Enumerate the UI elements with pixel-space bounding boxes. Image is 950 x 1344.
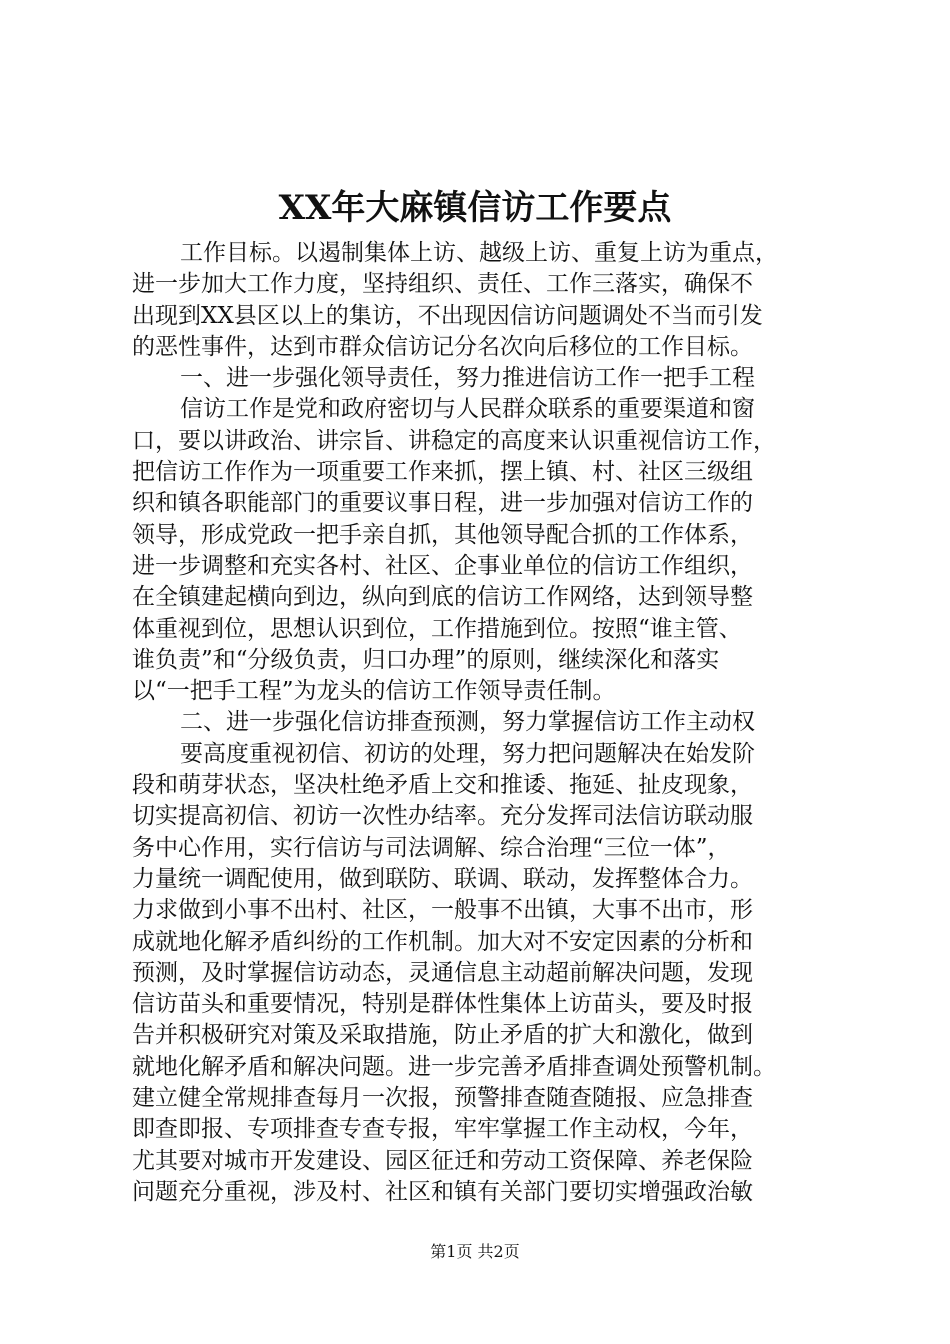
- text-line: 工作目标。以遏制集体上访、越级上访、重复上访为重点，: [180, 240, 778, 266]
- text-line: 力求做到小事不出村、社区，一般事不出镇，大事不出市，形: [132, 897, 753, 924]
- text-line: 谁负责”和“分级负责，归口办理”的原则，继续深化和落实: [132, 646, 720, 673]
- text-line: 问题充分重视，涉及村、社区和镇有关部门要切实增强政治敏: [132, 1178, 753, 1205]
- text-line: 织和镇各职能部门的重要议事日程，进一步加强对信访工作的: [132, 490, 753, 517]
- text-line: 口，要以讲政治、讲宗旨、讲稳定的高度来认识重视信访工作，: [132, 427, 776, 454]
- text-line: 的恶性事件，达到市群众信访记分名次向后移位的工作目标。: [132, 333, 753, 360]
- text-line: 切实提高初信、初访一次性办结率。充分发挥司法信访联动服: [132, 803, 753, 830]
- text-line: 力量统一调配使用，做到联防、联调、联动，发挥整体合力。: [132, 865, 753, 892]
- text-line: 出现到XX县区以上的集访，不出现因信访问题调处不当而引发: [132, 302, 763, 329]
- text-line: 段和萌芽状态，坚决杜绝矛盾上交和推诿、拖延、扯皮现象，: [132, 772, 753, 799]
- document-title: XX年大麻镇信访工作要点: [278, 188, 672, 228]
- text-line: 把信访工作作为一项重要工作来抓，摆上镇、村、社区三级组: [132, 459, 753, 486]
- section-heading: 二、进一步强化信访排查预测，努力掌握信访工作主动权: [180, 709, 755, 736]
- text-line: 建立健全常规排查每月一次报，预警排查随查随报、应急排查: [132, 1085, 753, 1112]
- text-line: 信访苗头和重要情况，特别是群体性集体上访苗头，要及时报: [132, 991, 753, 1018]
- document-body: [132, 238, 862, 1208]
- text-line: 要高度重视初信、初访的处理，努力把问题解决在始发阶: [180, 740, 755, 767]
- text-line: 告并积极研究对策及采取措施，防止矛盾的扩大和激化，做到: [132, 1022, 753, 1049]
- text-line: 进一步加大工作力度，坚持组织、责任、工作三落实，确保不: [132, 271, 753, 298]
- text-line: 尤其要对城市开发建设、园区征迁和劳动工资保障、养老保险: [132, 1147, 753, 1174]
- text-line: 以“一把手工程”为龙头的信访工作领导责任制。: [132, 678, 616, 705]
- text-line: 信访工作是党和政府密切与人民群众联系的重要渠道和窗: [180, 396, 755, 423]
- text-line: 即查即报、专项排查专查专报，牢牢掌握工作主动权，今年，: [132, 1116, 753, 1143]
- page-number-footer: 第1页 共2页: [430, 1242, 520, 1261]
- text-line: 预测，及时掌握信访动态，灵通信息主动超前解决问题，发现: [132, 959, 753, 986]
- text-line: 务中心作用，实行信访与司法调解、综合治理“三位一体”，: [132, 834, 731, 861]
- text-line: 在全镇建起横向到边，纵向到底的信访工作网络，达到领导整: [132, 584, 753, 611]
- text-line: 体重视到位，思想认识到位，工作措施到位。按照“谁主管、: [132, 615, 742, 642]
- text-line: 成就地化解矛盾纠纷的工作机制。加大对不安定因素的分析和: [132, 928, 753, 955]
- section-heading: 一、进一步强化领导责任，努力推进信访工作一把手工程: [180, 365, 755, 392]
- text-line: 进一步调整和充实各村、社区、企事业单位的信访工作组织，: [132, 552, 753, 579]
- text-line: 就地化解矛盾和解决问题。进一步完善矛盾排查调处预警机制。: [132, 1053, 776, 1080]
- text-line: 领导，形成党政一把手亲自抓，其他领导配合抓的工作体系，: [132, 521, 753, 548]
